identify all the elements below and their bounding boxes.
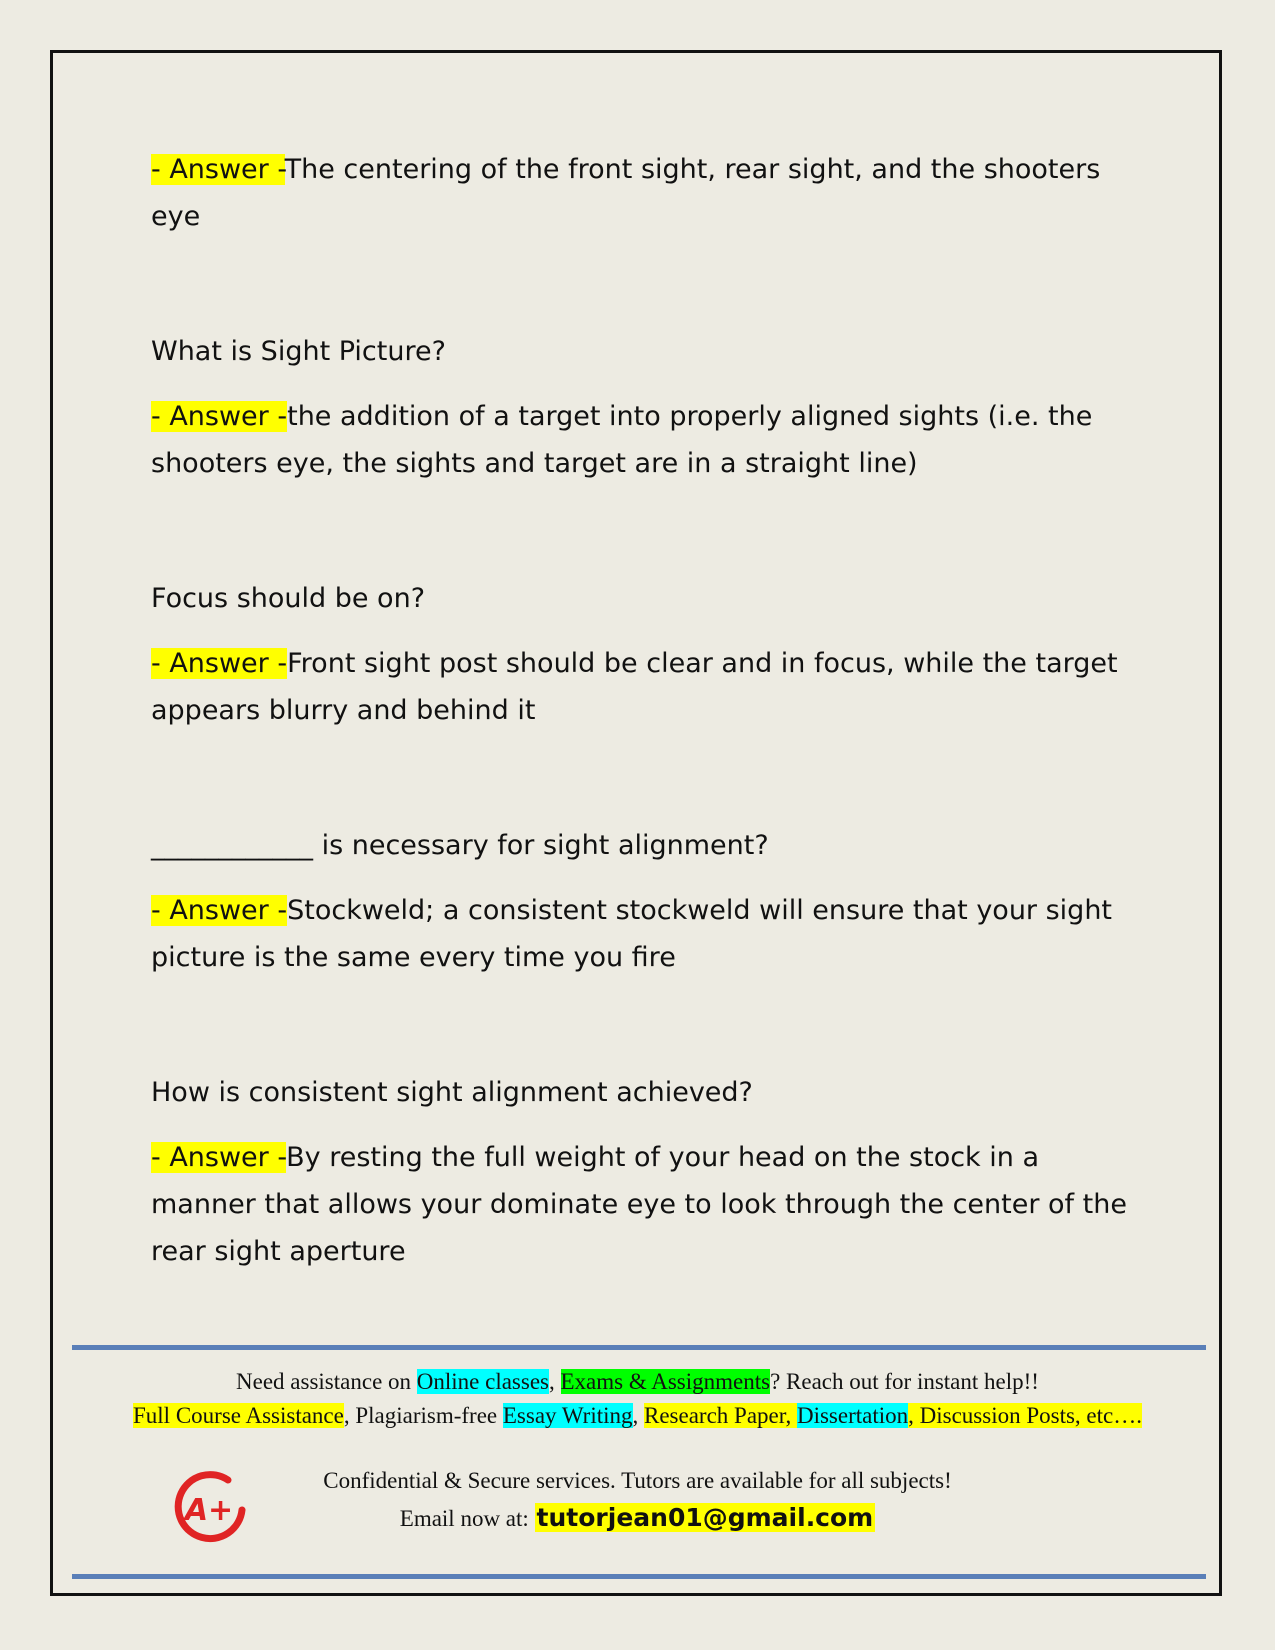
answer-label: - Answer - [151, 154, 285, 185]
question-2: What is Sight Picture? [151, 336, 446, 367]
answer-5 [151, 1134, 1131, 1275]
answer-text: The centering of the front sight, rear sight, and the shooters eye [151, 154, 1101, 232]
essay-writing-highlight: Essay Writing [502, 1403, 633, 1428]
online-classes-highlight: Online classes [416, 1369, 549, 1394]
answer-text: Front sight post should be clear and in focus, while the target appears blurry and behind it [151, 648, 1118, 726]
footer-text: , [549, 1369, 561, 1394]
question-3: Focus should be on? [151, 583, 426, 614]
footer-text: ? Reach out for instant help!! [770, 1369, 1039, 1394]
email-label: Email now at: [399, 1506, 535, 1531]
footer-text: Need assistance on [236, 1369, 417, 1394]
question-5: How is consistent sight alignment achieved? [151, 1077, 753, 1108]
question-4: ____________ is necessary for sight alignment? [151, 830, 769, 861]
footer-bottom-rule [72, 1574, 1206, 1579]
footer-text: , [632, 1403, 644, 1428]
discussion-posts-highlight: , Discussion Posts, etc…. [908, 1403, 1142, 1428]
answer-label: - Answer - [151, 401, 288, 432]
dissertation-highlight: Dissertation [796, 1403, 909, 1428]
answer-text: Stockweld; a consistent stockweld will ensure that your sight picture is the same every time you fire [151, 895, 1113, 973]
full-course-highlight: Full Course Assistance [133, 1403, 344, 1428]
answer-1 [151, 146, 1131, 240]
logo-text: A+ [184, 1493, 234, 1528]
research-paper-highlight: Research Paper, [644, 1403, 797, 1428]
answer-4 [151, 887, 1131, 981]
answer-3 [151, 640, 1131, 734]
answer-label: - Answer - [151, 1142, 287, 1173]
footer-line-2 [0, 1403, 1275, 1429]
footer-top-rule [72, 1345, 1206, 1350]
footer-text: , Plagiarism-free [343, 1403, 503, 1428]
footer-line-3: Confidential & Secure services. Tutors are available for all subjects! [323, 1468, 952, 1493]
footer-line-4 [0, 1503, 1275, 1532]
answer-label: - Answer - [151, 895, 288, 926]
answer-label: - Answer - [151, 648, 288, 679]
answer-text: the addition of a target into properly aligned sights (i.e. the shooters eye, the sights and target are in a straight line) [151, 401, 1093, 479]
exams-highlight: Exams & Assignments [560, 1369, 771, 1394]
qa-content [151, 146, 1131, 1275]
answer-2 [151, 393, 1131, 487]
footer-line-1 [0, 1369, 1275, 1395]
answer-text: By resting the full weight of your head on the stock in a manner that allows your dominate eye to look through the center of the rear sight aperture [151, 1142, 1127, 1267]
email-link[interactable]: tutorjean01@gmail.com [536, 1503, 874, 1532]
